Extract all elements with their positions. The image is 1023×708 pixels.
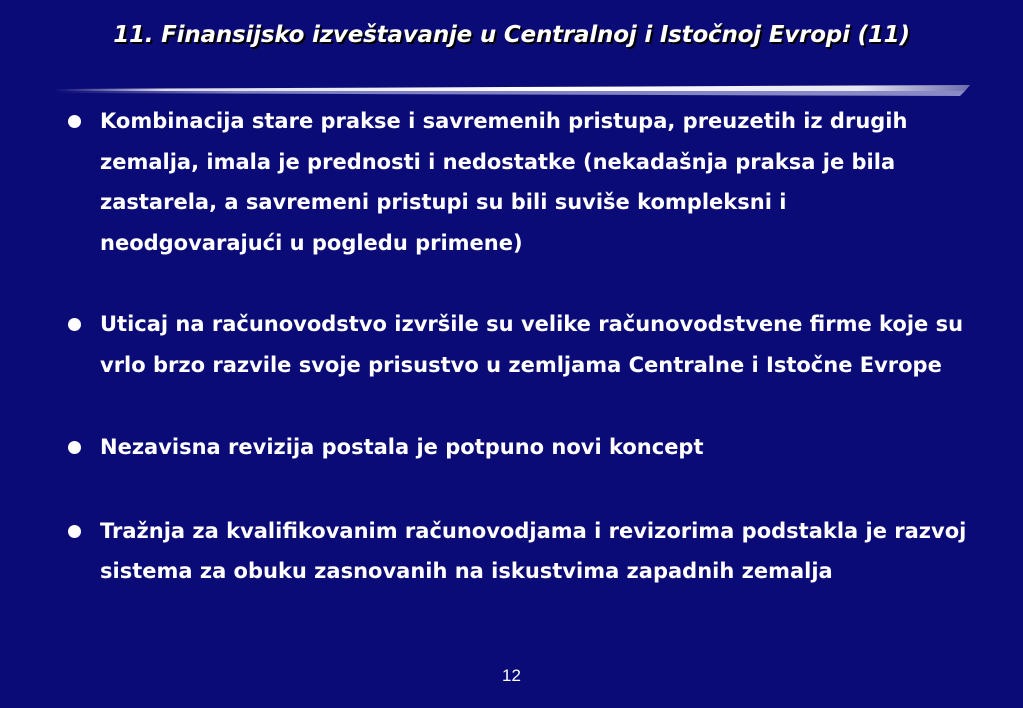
bullet-dot-icon: [68, 115, 81, 128]
bullet-text: Nezavisna revizija postala je potpuno novi koncept: [100, 435, 704, 459]
slide-title: 11. Finansijsko izveštavanje u Centralnoj i Istočnoj Evropi (11): [113, 22, 910, 48]
bullet-dot-icon: [68, 525, 81, 538]
title-divider: [55, 84, 970, 98]
page-number: 12: [502, 666, 521, 685]
bullet-dot-icon: [68, 441, 81, 454]
bullet-item: [68, 304, 968, 385]
bullet-list: [68, 101, 968, 592]
bullet-item: [68, 101, 968, 263]
bullet-text: Uticaj na računovodstvo izvršile su velike računovodstvene firme koje su vrlo brzo razvile svoje prisustvo u zemljama Centralne i Istočne Evrope: [100, 312, 964, 377]
bullet-dot-icon: [68, 318, 81, 331]
bullet-text: Kombinacija stare prakse i savremenih pristupa, preuzetih iz drugih zemalja, imala je prednosti i nedostatke (nekadašnja praksa je bila zastarela, a savremeni pristupi su bili suviše kompleksni i neodgovarajući u pogledu primene): [100, 109, 908, 255]
bullet-item: [68, 511, 968, 592]
bullet-item: [68, 427, 968, 468]
bullet-text: Tražnja za kvalifikovanim računovodjama i revizorima podstakla je razvoj sistema za obuku zasnovanih na iskustvima zapadnih zemalja: [100, 518, 967, 583]
